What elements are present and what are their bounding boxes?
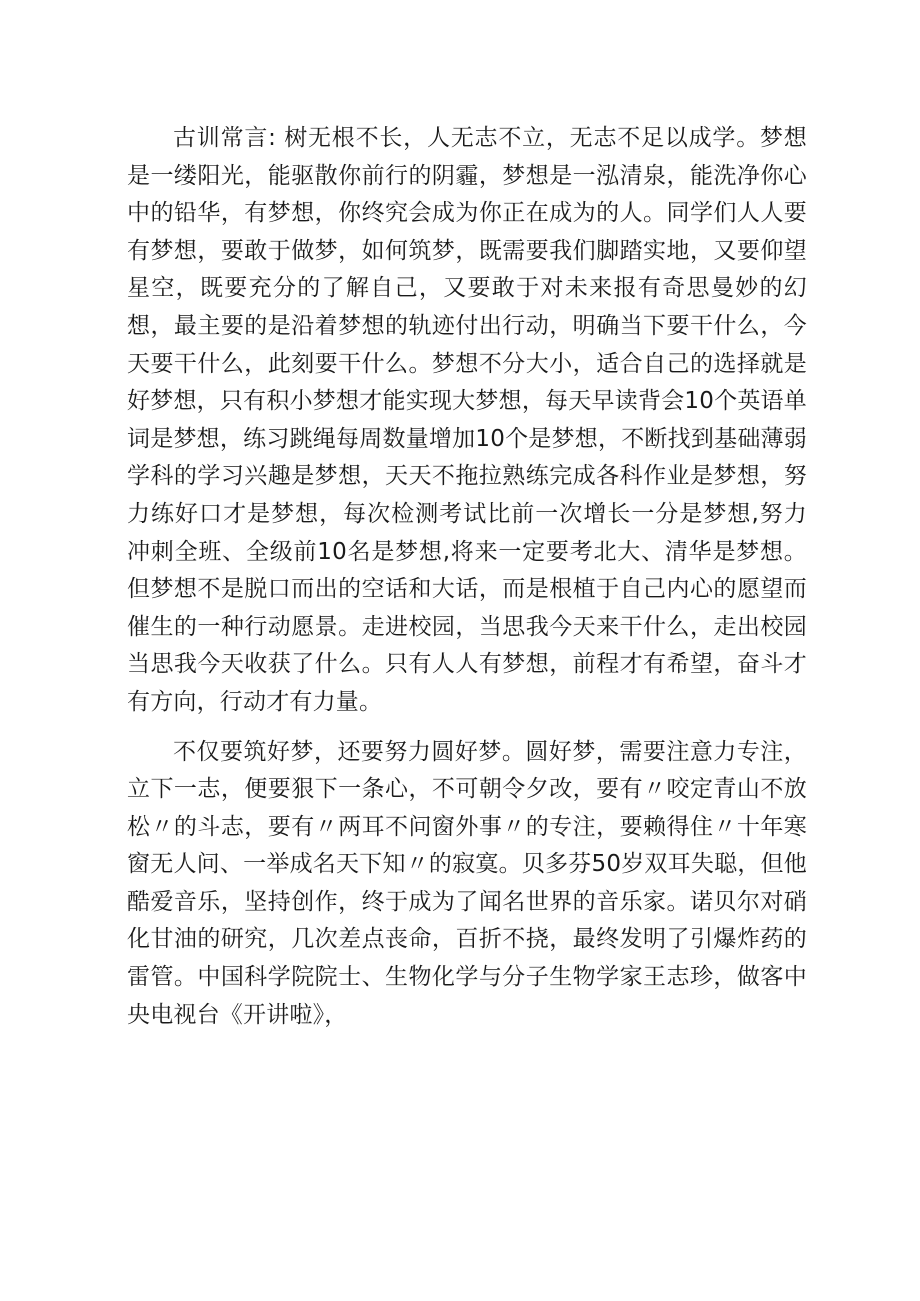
paragraph-dream-importance: 古训常言: 树无根不长，人无志不立，无志不足以成学。梦想是一缕阳光，能驱散你前行的阴霾，梦想是一泓清泉，能洗净你心中的铅华，有梦想，你终究会成为你正在成为的人。同学们人人要有梦想，要敢于做梦，如何筑梦，既需要我们脚踏实地，又要仰望星空，既要充分的了解自己，又要敢于对未来报有奇思曼妙的幻想，最主要的是沿着梦想的轨迹付出行动，明确当下要干什么，今天要干什么，此刻要干什么。梦想不分大小，适合自己的选择就是好梦想，只有积小梦想才能实现大梦想，每天早读背会10个英语单词是梦想，练习跳绳每周数量增加10个是梦想，不断找到基础薄弱学科的学习兴趣是梦想，天天不拖拉熟练完成各科作业是梦想，努力练好口才是梦想，每次检测考试比前一次增长一分是梦想,努力冲刺全班、全级前10名是梦想,将来一定要考北大、清华是梦想。但梦想不是脱口而出的空话和大话，而是根植于自己内心的愿望而催生的一种行动愿景。走进校园，当思我今天来干什么，走出校园当思我今天收获了什么。只有人人有梦想，前程才有希望，奋斗才有方向，行动才有力量。 xyxy=(127,125,807,715)
paragraph-realize-dream: 不仅要筑好梦，还要努力圆好梦。圆好梦，需要注意力专注，立下一志，便要狠下一条心，不可朝令夕改，要有〃咬定青山不放松〃的斗志，要有〃两耳不问窗外事〃的专注，要赖得住〃十年寒窗无人问、一举成名天下知〃的寂寞。贝多芬50岁双耳失聪，但他酷爱音乐，坚持创作，终于成为了闻名世界的音乐家。诺贝尔对硝化甘油的研究，几次差点丧命，百折不挠，最终发明了引爆炸药的雷管。中国科学院院士、生物化学与分子生物学家王志珍，做客中央电视台《开讲啦》， xyxy=(127,738,807,1028)
document-body xyxy=(127,120,807,1034)
